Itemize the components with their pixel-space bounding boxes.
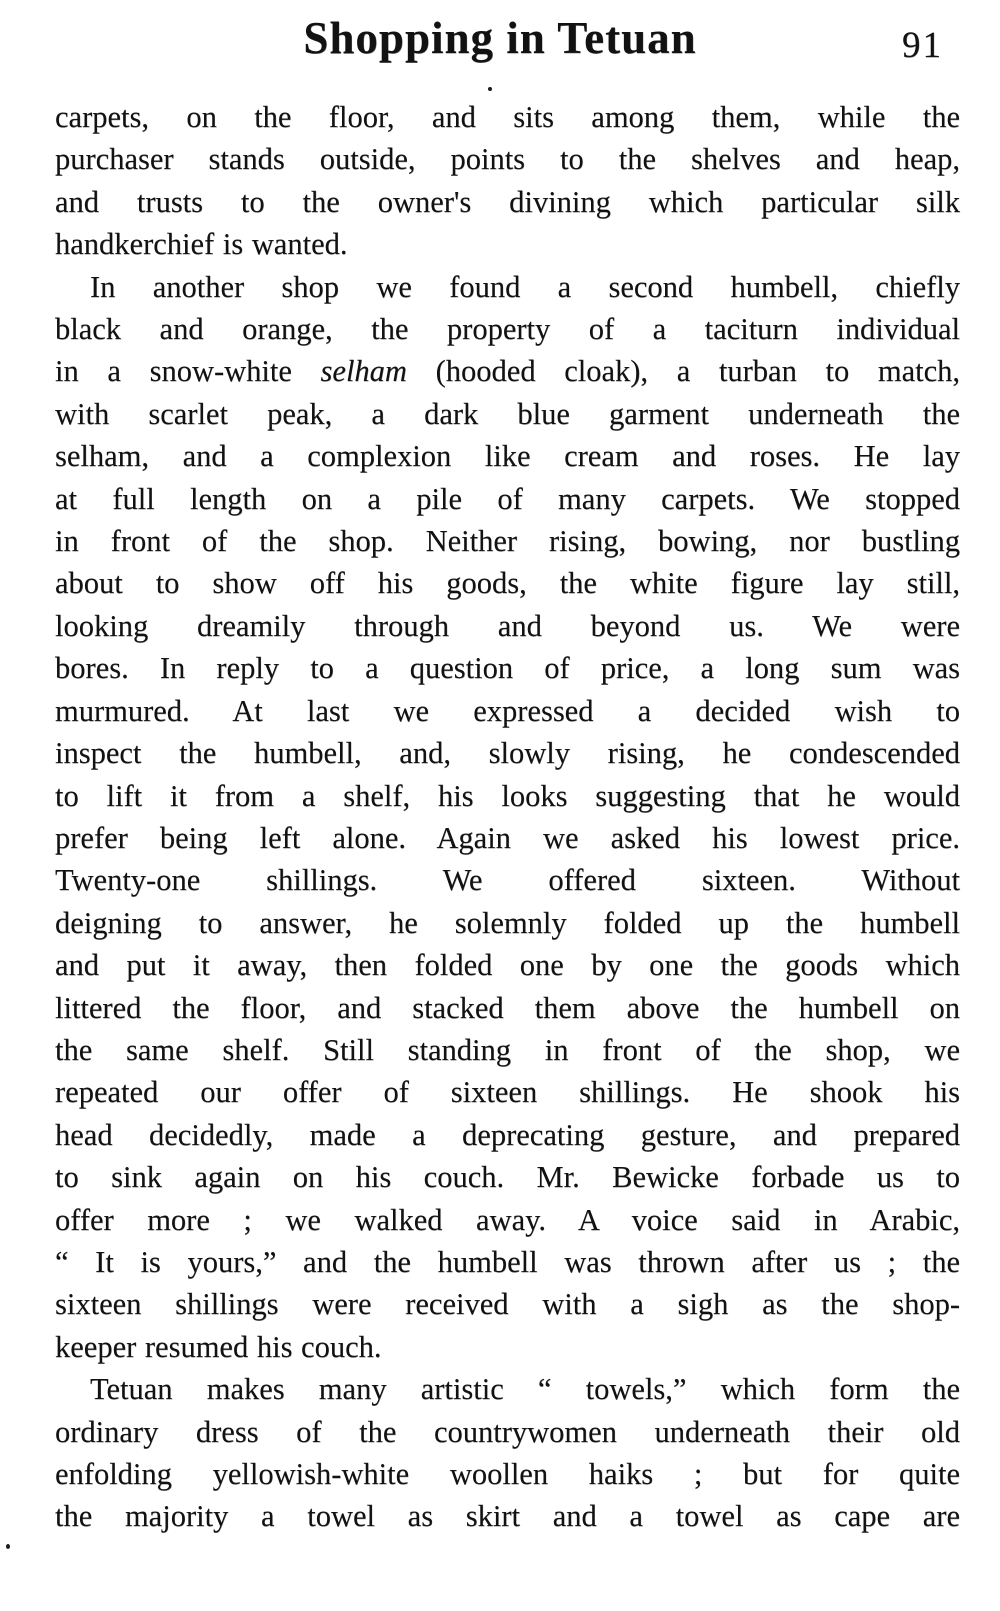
text-line: offer more ; we walked away. A voice said in Arabic,	[55, 1202, 960, 1237]
page-number: 91	[902, 25, 943, 66]
text-line: at full length on a pile of many carpets. We stopped	[55, 481, 960, 516]
text-line: repeated our offer of sixteen shillings. He shook his	[55, 1075, 960, 1110]
text-line: carpets, on the floor, and sits among them, while the	[55, 100, 960, 134]
text-line: littered the floor, and stacked them above the humbell on	[55, 990, 960, 1025]
text-segment: (hooded cloak), a turban to match,	[406, 354, 960, 389]
text-line: black and orange, the property of a taciturn individual	[55, 312, 960, 347]
ink-speck	[6, 1544, 10, 1549]
text-line: murmured. At last we expressed a decided wish to	[55, 693, 960, 728]
text-line: the majority a towel as skirt and a towel as cape are	[55, 1499, 960, 1534]
text-line: the same shelf. Still standing in front of the shop, we	[55, 1032, 960, 1067]
text-line: In another shop we found a second humbell, chiefly	[90, 269, 960, 304]
running-title: Shopping in Tetuan	[303, 13, 697, 63]
paragraph	[55, 96, 960, 266]
text-line: to lift it from a shelf, his looks suggesting that he would	[55, 778, 960, 813]
ink-speck	[488, 87, 492, 91]
text-line: to sink again on his couch. Mr. Bewicke forbade us to	[55, 1160, 960, 1195]
italic-term: selham	[320, 354, 407, 389]
text-line: with scarlet peak, a dark blue garment underneath the	[55, 396, 960, 431]
text-line: looking dreamily through and beyond us. We were	[55, 608, 960, 643]
text-line: inspect the humbell, and, slowly rising, he condescended	[55, 736, 960, 771]
text-line: Twenty-one shillings. We offered sixteen. Without	[55, 863, 960, 898]
text-segment: in a snow-white	[55, 354, 321, 389]
text-line: sixteen shillings were received with a sigh as the shop-	[55, 1287, 960, 1322]
text-line: and trusts to the owner's divining which particular silk	[55, 184, 960, 219]
text-line: ordinary dress of the countrywomen underneath their old	[55, 1414, 960, 1449]
text-line	[55, 350, 960, 392]
text-line: and put it away, then folded one by one the goods which	[55, 948, 960, 983]
text-line: purchaser stands outside, points to the shelves and heap,	[55, 142, 960, 177]
text-line: about to show off his goods, the white figure lay still,	[55, 566, 960, 601]
text-line: enfolding yellowish-white woollen haiks ; but for quite	[55, 1457, 960, 1491]
text-line: deigning to answer, he solemnly folded up the humbell	[55, 905, 960, 940]
text-line: keeper resumed his couch.	[55, 1329, 382, 1364]
text-line: in front of the shop. Neither rising, bowing, nor bustling	[55, 524, 960, 559]
page-body	[55, 96, 960, 1538]
text-line: selham, and a complexion like cream and roses. He lay	[55, 439, 960, 474]
text-line: handkerchief is wanted.	[55, 227, 348, 262]
text-line: head decidedly, made a deprecating gesture, and prepared	[55, 1117, 960, 1152]
paragraph	[55, 1368, 960, 1538]
paragraph	[55, 266, 960, 1369]
text-line: Tetuan makes many artistic “ towels,” which form the	[90, 1372, 960, 1407]
text-line: prefer being left alone. Again we asked his lowest price.	[55, 820, 960, 855]
text-line: “ It is yours,” and the humbell was thrown after us ; the	[55, 1244, 960, 1279]
text-line: bores. In reply to a question of price, a long sum was	[55, 651, 960, 686]
